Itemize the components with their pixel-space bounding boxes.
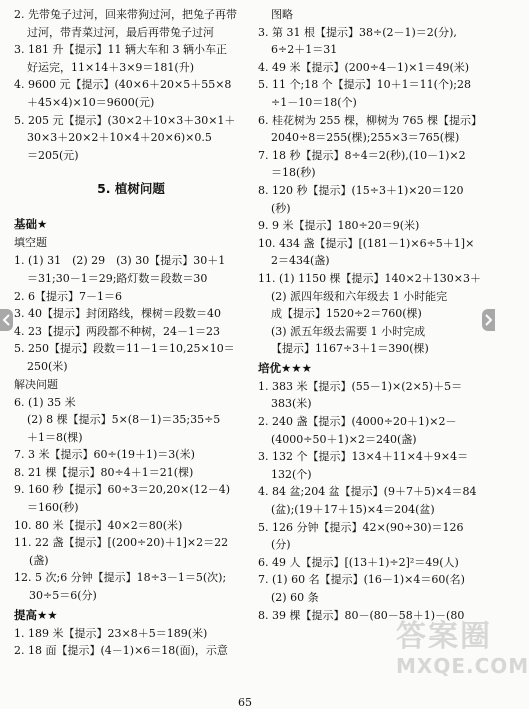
page-number: 65 [238, 696, 252, 709]
answer-line: ＝18(秒) [271, 166, 316, 180]
answer-line: 6. 49 人【提示】[(13＋1)÷2]²＝49(人) [258, 555, 459, 569]
subheading-fill-in: 填空题 [14, 236, 47, 250]
answer-line: ÷1－10＝18(个) [271, 95, 357, 109]
answer-line: (盆);(19＋17＋15)×4＝204(盆) [271, 503, 435, 517]
watermark-url: MXQE.COM [396, 654, 529, 678]
answer-line: 3. 181 升【提示】11 辆大车和 3 辆小车正 [14, 43, 227, 57]
answer-line: 4. 49 米【提示】(200÷4－1)×1＝49(米) [258, 60, 470, 74]
next-page-button[interactable] [482, 309, 495, 331]
answer-line: 3. 第 31 根【提示】38÷(2－1)＝2(分), [258, 25, 457, 39]
answer-line: (2) 派四年级和六年级去 1 小时能完 [271, 289, 448, 303]
answer-line: 图略 [271, 8, 293, 21]
answer-line: 过河，带青菜过河，最后再带兔子过河 [27, 25, 214, 39]
answer-line: (盏) [29, 553, 49, 567]
answer-line: 3. 40【提示】封闭路线，棵树＝段数＝40 [14, 307, 221, 321]
answer-line: 4. 23【提示】两段都不种树，24－1＝23 [14, 324, 220, 338]
answer-line: 1. (1) 31 (2) 29 (3) 30【提示】30＋1 [14, 254, 226, 268]
level-heading-basic: 基础★ [14, 217, 48, 232]
answer-line: ＝205(元) [27, 148, 79, 162]
answer-line: 5. 126 分钟【提示】42×(90÷30)＝126 [258, 520, 464, 534]
answer-line: (秒) [271, 201, 291, 215]
answer-line: 2＝434(盏) [271, 254, 330, 268]
left-column [14, 6, 248, 660]
answer-line: 7. 3 米【提示】60÷(19＋1)＝3(米) [14, 448, 195, 462]
answer-line: (4000÷50＋1)×2＝240(盏) [271, 432, 417, 446]
subheading-problem-solving: 解决问题 [14, 377, 58, 391]
watermark [396, 619, 529, 704]
answer-line: (2) 8 棵【提示】5×(8－1)＝35;35÷5 [27, 413, 221, 427]
answer-line: 9. 9 米【提示】180÷20＝9(米) [258, 219, 420, 233]
answer-line: 250(米) [27, 359, 68, 373]
level-heading-advanced: 提高★★ [14, 607, 58, 622]
answer-line: (分) [271, 538, 291, 552]
answer-line: ＋1＝8(棵) [27, 430, 83, 444]
answer-line: 383(米) [271, 397, 312, 411]
answer-line: 11. (1) 1150 棵【提示】140×2＋130×3＋ [258, 271, 481, 285]
section-title: 5. 植树问题 [97, 181, 165, 197]
answer-line: 5. 250【提示】段数＝11－1＝10,25×10＝ [14, 342, 235, 356]
previous-page-button[interactable] [0, 309, 13, 331]
answer-line: (2) 60 条 [271, 591, 319, 604]
answer-line: 11. 22 盏【提示】[(200÷20)＋1]×2＝22 [14, 536, 229, 550]
answer-line: 2040÷8＝255(棵);255×3＝765(棵) [271, 131, 460, 145]
answer-line: 12. 5 次;6 分钟【提示】18÷3－1＝5(次); [14, 571, 227, 585]
answer-line: 好运完，11×14＋3×9＝181(升) [27, 60, 195, 74]
answer-line: 4. 9600 元【提示】(40×6＋20×5＋55×8 [14, 78, 232, 92]
answer-line: (3) 派五年级去需要 1 小时完成 [271, 324, 426, 338]
chevron-right-icon [484, 314, 493, 326]
answer-line: 9. 160 秒【提示】60÷3＝20,20×(12－4) [14, 483, 230, 497]
answer-line: 10. 80 米【提示】40×2＝80(米) [14, 518, 183, 532]
answer-line: 【提示】1167÷3＋1＝390(棵) [271, 342, 429, 356]
answer-line: 3. 132 个【提示】13×4＋11×4＋9×4＝ [258, 450, 469, 464]
answer-line: 132(个) [271, 467, 312, 481]
right-column [258, 6, 484, 624]
answer-line: 7. 18 秒【提示】8÷4＝2(秒),(10－1)×2 [258, 148, 466, 162]
answer-line: ＝31;30－1＝29;路灯数＝段数＝30 [27, 271, 208, 285]
answer-line: 6. 桂花树为 255 棵，柳树为 765 棵【提示】 [258, 113, 482, 127]
answer-line: 8. 120 秒【提示】(15÷3＋1)×20＝120 [258, 183, 464, 197]
answer-line: 5. 205 元【提示】(30×2＋10×3＋30×1＋ [14, 113, 236, 127]
answer-line: 6÷2＋1＝31 [271, 43, 338, 57]
answer-line: 7. (1) 60 名【提示】(16－1)×4＝60(名) [258, 573, 465, 587]
answer-line: 10. 434 盏【提示】[(181－1)×6÷5＋1]× [258, 236, 475, 250]
answer-line: 2. 18 面【提示】(4－1)×6＝18(面)，示意 [14, 644, 228, 658]
answer-line: 4. 84 盆;204 盆【提示】(9＋7＋5)×4＝84 [258, 485, 477, 499]
answer-line: 成【提示】1520÷2＝760(棵) [271, 307, 422, 321]
answer-line: 2. 先带兔子过河，回来带狗过河，把兔子再带 [14, 8, 237, 21]
answer-line: 2. 6【提示】7－1＝6 [14, 289, 122, 303]
answer-line: 2. 240 盏【提示】(4000÷20＋1)×2－ [258, 415, 457, 429]
answer-line: 30÷5＝6(分) [29, 589, 97, 603]
answer-line: 1. 383 米【提示】(55－1)×(2×5)＋5＝ [258, 379, 463, 393]
answer-line: ＝160(秒) [27, 501, 79, 515]
watermark-text: 答案圈 [396, 619, 492, 654]
answer-line: 6. (1) 35 米 [14, 395, 76, 409]
level-heading-excellence: 培优★★★ [258, 360, 312, 375]
answer-line: 30×3＋20×2＋10×4＋20×6)×0.5 [27, 131, 212, 145]
answer-line: ＋45×4)×10＝9600(元) [27, 95, 155, 109]
answer-line: 5. 11 个;18 个【提示】10＋1＝11(个);28 [258, 78, 471, 92]
answer-line: 1. 189 米【提示】23×8＋5＝189(米) [14, 626, 208, 640]
chevron-left-icon [2, 314, 11, 326]
answer-line: 8. 21 棵【提示】80÷4＋1＝21(棵) [14, 465, 194, 479]
answer-line: 8. 39 棵【提示】80－(80－58＋1)－(80 [258, 608, 465, 622]
